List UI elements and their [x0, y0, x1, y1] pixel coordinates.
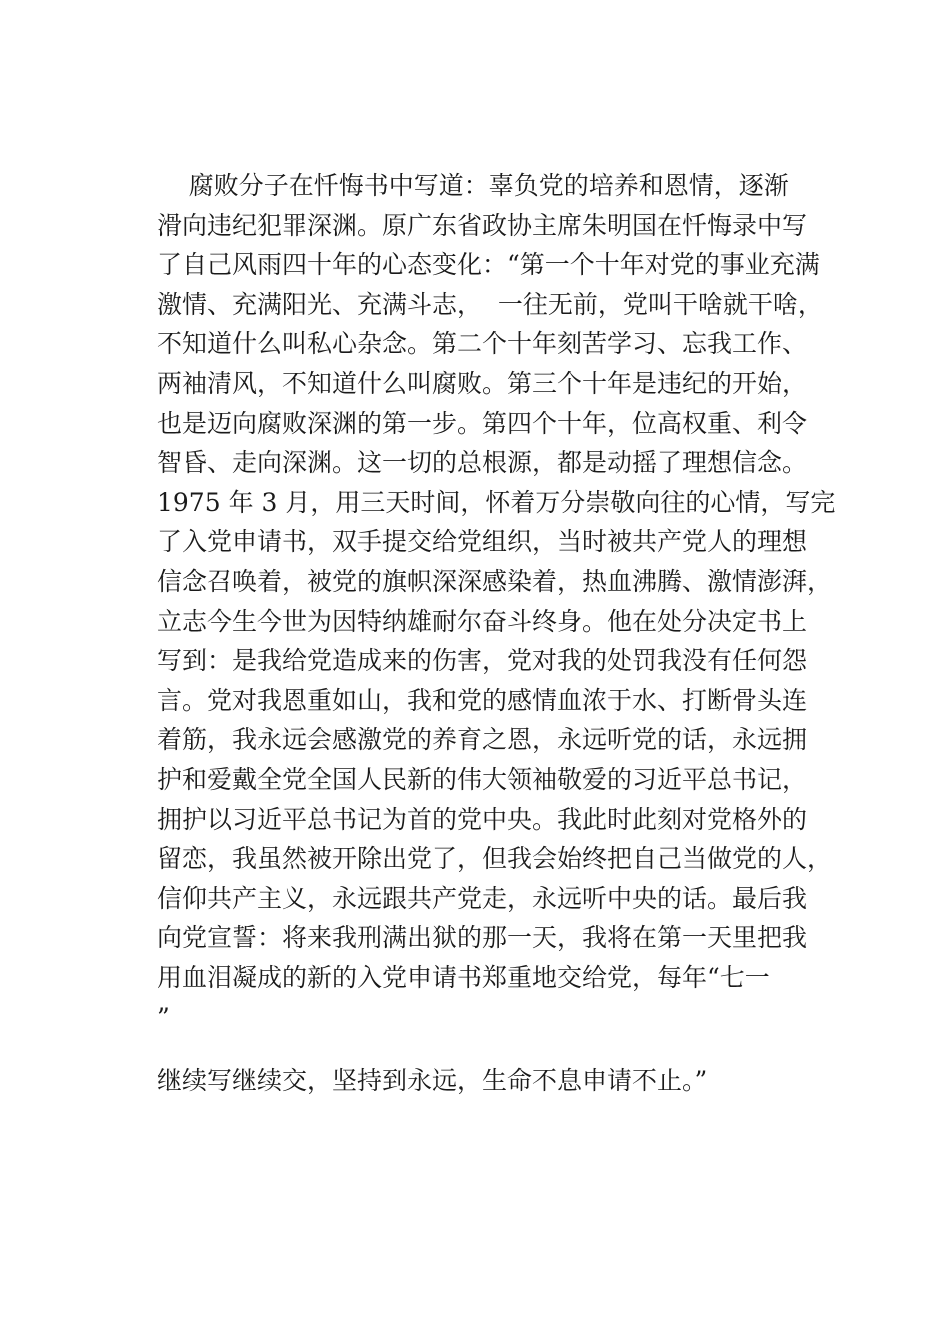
text-line: 了自己风雨四十年的心态变化：“第一个十年对党的事业充满 — [157, 250, 820, 279]
text-line: 继续写继续交，坚持到永远，生命不息申请不止。” — [157, 1066, 708, 1095]
text-line: 也是迈向腐败深渊的第一步。第四个十年，位高权重、利令 — [157, 409, 808, 438]
text-line: 向党宣誓：将来我刑满出狱的那一天，我将在第一天里把我 — [157, 923, 808, 952]
text-line: 滑向违纪犯罪深渊。原广东省政协主席朱明国在忏悔录中写 — [157, 211, 808, 240]
text-line: 信仰共产主义，永远跟共产党走，永远听中央的话。最后我 — [157, 884, 808, 913]
text-line: 护和爱戴全党全国人民新的伟大领袖敬爱的习近平总书记， — [157, 765, 808, 794]
text-line: 信念召唤着，被党的旗帜深深感染着，热血沸腾、激情澎湃， — [157, 567, 833, 596]
text-line: ” — [157, 1003, 170, 1032]
text-line: 两袖清风，不知道什么叫腐败。第三个十年是违纪的开始， — [157, 369, 808, 398]
text-line: 用血泪凝成的新的入党申请书郑重地交给党，每年“七一 — [157, 963, 770, 992]
text-line: 腐败分子在忏悔书中写道：辜负党的培养和恩情，逐渐 — [157, 171, 789, 200]
text-line: 智昏、走向深渊。这一切的总根源，都是动摇了理想信念。 — [157, 448, 808, 477]
text-line: 激情、充满阳光、充满斗志， 一往无前，党叫干啥就干啥， — [157, 290, 823, 319]
text-line: 留恋，我虽然被开除出党了，但我会始终把自己当做党的人， — [157, 844, 833, 873]
text-line: 不知道什么叫私心杂念。第二个十年刻苦学习、忘我工作、 — [157, 329, 808, 358]
text-line: 着筋，我永远会感激党的养育之恩，永远听党的话，永远拥 — [157, 725, 808, 754]
text-line: 立志今生今世为因特纳雄耐尔奋斗终身。他在处分决定书上 — [157, 607, 808, 636]
text-line: 写到：是我给党造成来的伤害，党对我的处罚我没有任何怨 — [157, 646, 808, 675]
text-line: 拥护以习近平总书记为首的党中央。我此时此刻对党格外的 — [157, 805, 808, 834]
text-line: 了入党申请书，双手提交给党组织，当时被共产党人的理想 — [157, 527, 808, 556]
text-line: 1975 年 3 月，用三天时间，怀着万分崇敬向往的心情，写完 — [157, 488, 836, 517]
text-line: 言。党对我恩重如山，我和党的感情血浓于水、打断骨头连 — [157, 686, 808, 715]
